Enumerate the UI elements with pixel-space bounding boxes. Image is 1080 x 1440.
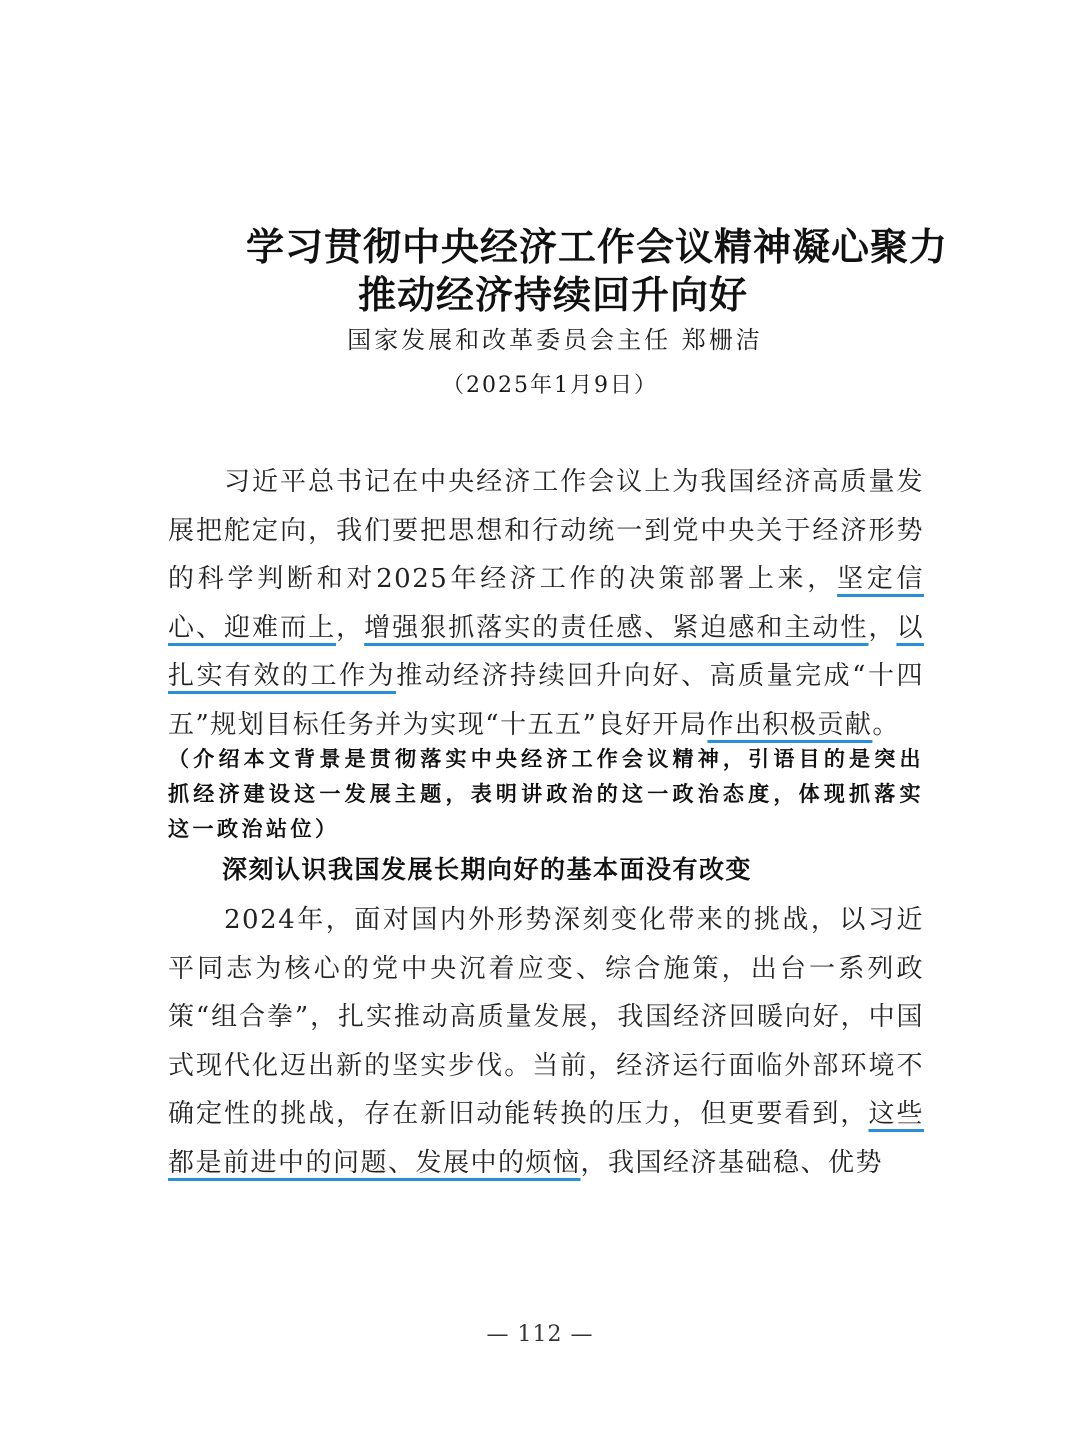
text-segment: 。 bbox=[872, 709, 900, 740]
underlined-phrase: 作出积极贡献 bbox=[707, 709, 873, 740]
text-segment: 推动经济持续回升向好、高质量完成“十四五”规划目标任务并为实现“十五五”良好开局 bbox=[168, 661, 924, 740]
author-line: 国家发展和改革委员会主任 郑栅洁 bbox=[347, 326, 763, 354]
body-paragraph bbox=[168, 896, 924, 1187]
title-line-2: 推动经济持续回升向好 bbox=[358, 273, 749, 317]
underlined-phrase: 以扎实有效的工作为 bbox=[168, 612, 924, 691]
title-line-1: 学习贯彻中央经济工作会议精神凝心聚力 bbox=[246, 225, 949, 269]
text-segment: 2024年，面对国内外形势深刻变化带来的挑战，以习近平同志为核心的党中央沉着应变、综合施策，出台一系列政策“组合拳”，扎实推动高质量发展，我国经济回暖向好，中国式现代化迈出新的坚实步伐。当前，经济运行面临外部环境不确定性的挑战，存在新旧动能转换的压力，但更要看到， bbox=[168, 905, 924, 1129]
intro-paragraph bbox=[168, 458, 924, 749]
underlined-phrase: 这些都是前进中的问题、发展中的烦恼 bbox=[168, 1099, 924, 1178]
text-segment: ， bbox=[868, 612, 897, 643]
underlined-phrase: 增强狠抓落实的责任感、紧迫感和主动性 bbox=[364, 612, 869, 643]
text-segment: ，我国经济基础稳、优势 bbox=[580, 1147, 884, 1178]
underlined-phrase: 坚定信心、迎难而上 bbox=[168, 564, 924, 643]
text-segment: 习近平总书记在中央经济工作会议上为我国经济高质量发展把舵定向，我们要把思想和行动统一到党中央关于经济形势的科学判断和对2025年经济工作的决策部署上来， bbox=[168, 467, 924, 594]
date-line: （2025年1月9日） bbox=[442, 373, 658, 398]
section-heading: 深刻认识我国发展长期向好的基本面没有改变 bbox=[222, 855, 753, 884]
annotation-note: （介绍本文背景是贯彻落实中央经济工作会议精神，引语目的是突出抓经济建设这一发展主题，表明讲政治的这一政治态度，体现抓落实这一政治站位） bbox=[168, 747, 924, 841]
page-number: — 112 — bbox=[486, 1322, 594, 1347]
text-segment: ， bbox=[336, 612, 365, 643]
